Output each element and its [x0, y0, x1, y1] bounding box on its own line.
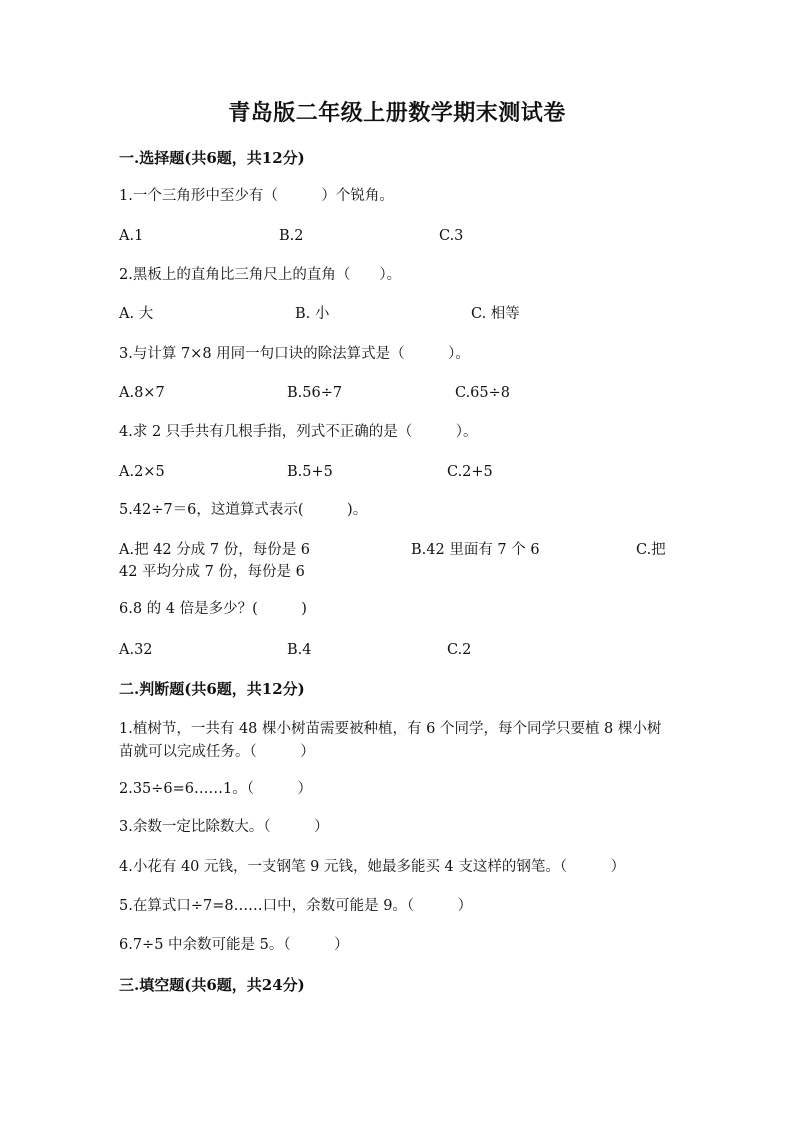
option-c: C.3	[439, 228, 464, 244]
question-text: 2.黑板上的直角比三角尺上的直角（ ）。	[119, 267, 402, 283]
option-b: B.4	[287, 642, 312, 658]
option-a: A.32	[119, 642, 153, 658]
section-heading-judgement: 二.判断题(共6题，共12分)	[119, 680, 305, 698]
section-heading-fill-in: 三.填空题(共6题，共24分)	[119, 976, 305, 994]
option-b: B.5+5	[287, 464, 333, 480]
option-b: B.2	[279, 228, 304, 244]
question-text: 4.小花有 40 元钱，一支钢笔 9 元钱，她最多能买 4 支这样的钢笔。（ ）	[119, 859, 626, 875]
question-text: 3.与计算 7×8 用同一句口诀的除法算式是（ ）。	[119, 346, 470, 362]
question-text: 3.余数一定比除数大。（ ）	[119, 819, 329, 835]
option-c-continuation: 42 平均分成 7 份，每份是 6	[119, 564, 305, 580]
question-text: 6.8 的 4 倍是多少？( )	[119, 601, 307, 617]
option-a: A.1	[119, 228, 144, 244]
question-text: 1.一个三角形中至少有（ ）个锐角。	[119, 188, 394, 204]
page-title: 青岛版二年级上册数学期末测试卷	[228, 100, 566, 126]
option-b: B.42 里面有 7 个 6	[411, 542, 540, 558]
option-a: A.8×7	[119, 385, 165, 401]
option-c: C. 相等	[471, 306, 520, 322]
option-c: C.2+5	[447, 464, 493, 480]
question-text: 2.35÷6=6……1。（ ）	[119, 781, 313, 797]
option-c: C.把	[636, 542, 666, 558]
question-text: 5.42÷7＝6，这道算式表示( )。	[119, 502, 368, 518]
question-text: 1.植树节，一共有 48 棵小树苗需要被种植，有 6 个同学，每个同学只要植 8 棵小树苗就可以完成任务。（ ）	[119, 721, 662, 760]
option-b: B.56÷7	[287, 385, 343, 401]
option-a: A. 大	[119, 306, 154, 322]
option-c: C.65÷8	[455, 385, 511, 401]
option-c: C.2	[447, 642, 472, 658]
question-text: 6.7÷5 中余数可能是 5。（ ）	[119, 937, 349, 953]
option-b: B. 小	[295, 306, 330, 322]
option-a: A.2×5	[119, 464, 165, 480]
question-text: 4.求 2 只手共有几根手指，列式不正确的是（ ）。	[119, 424, 478, 440]
option-a: A.把 42 分成 7 份，每份是 6	[119, 542, 311, 558]
section-heading-choice: 一.选择题(共6题，共12分)	[119, 149, 305, 167]
question-text: 5.在算式口÷7=8……口中，余数可能是 9。（ ）	[119, 898, 473, 914]
